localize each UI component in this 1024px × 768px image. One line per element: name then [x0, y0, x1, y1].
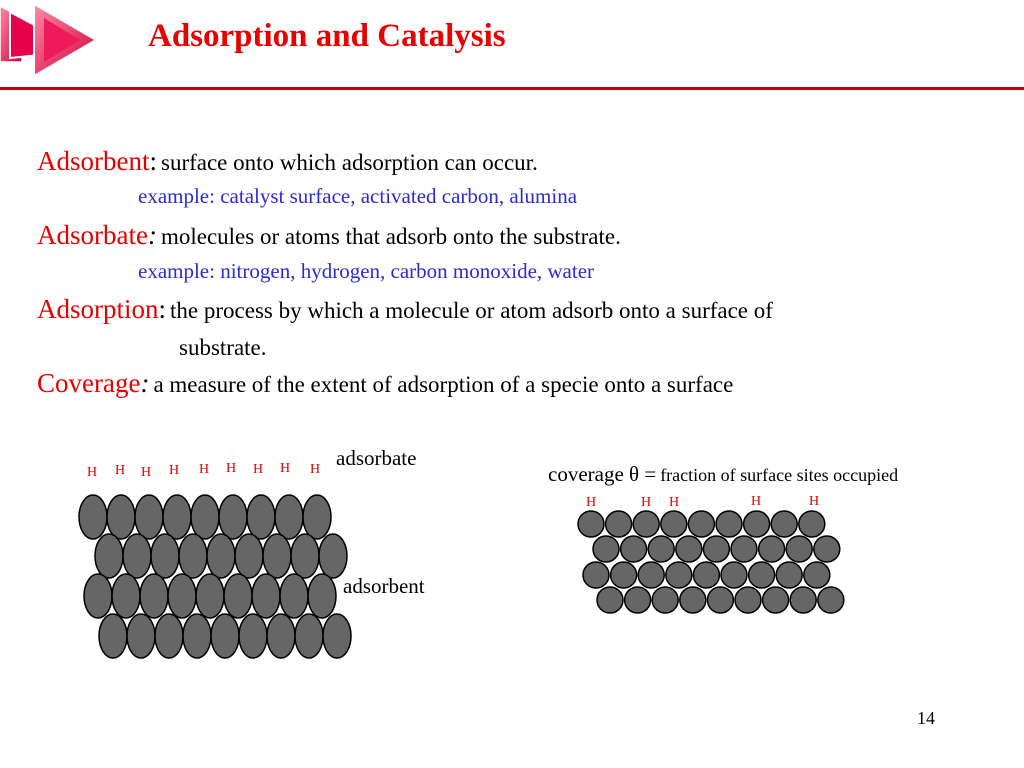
atom	[744, 511, 770, 537]
atom	[303, 495, 331, 539]
atom	[183, 614, 211, 658]
atom	[814, 536, 840, 562]
h-atom-label: H	[140, 465, 152, 480]
atom	[247, 495, 275, 539]
adsorbent-atoms-left	[79, 495, 351, 658]
h-atom-label: H	[640, 495, 652, 510]
h-atom-label: H	[225, 461, 237, 476]
atom	[84, 574, 112, 618]
term-adsorbent: Adsorbent	[37, 146, 150, 176]
atom	[666, 562, 692, 588]
atom	[597, 587, 623, 613]
h-atom-label: H	[279, 461, 291, 476]
atom	[196, 574, 224, 618]
atom	[319, 534, 347, 578]
h-atom-label: H	[750, 494, 762, 509]
atom	[625, 587, 651, 613]
atom	[127, 614, 155, 658]
atom	[95, 534, 123, 578]
atom	[606, 511, 632, 537]
atom	[123, 534, 151, 578]
atom	[252, 574, 280, 618]
coverage-text: fraction of surface sites occupied	[660, 465, 899, 485]
atom	[163, 495, 191, 539]
atom	[786, 536, 812, 562]
h-atom-label: H	[114, 463, 126, 478]
atom	[191, 495, 219, 539]
atom	[818, 587, 844, 613]
h-atom-label: H	[668, 495, 680, 510]
h-atom-label: H	[86, 465, 98, 480]
atom	[693, 562, 719, 588]
colon: :	[158, 294, 167, 324]
atom	[211, 614, 239, 658]
atom	[749, 562, 775, 588]
atom	[578, 511, 604, 537]
definition-text: a measure of the extent of adsorption of a specie onto a surface	[153, 372, 734, 397]
atom	[263, 534, 291, 578]
atom	[239, 614, 267, 658]
h-atom-label: H	[808, 494, 820, 509]
atom	[112, 574, 140, 618]
atom	[135, 495, 163, 539]
adsorbate-h-left	[87, 461, 320, 480]
atom	[759, 536, 785, 562]
atom	[155, 614, 183, 658]
atom	[638, 562, 664, 588]
atom	[771, 511, 797, 537]
atom	[707, 587, 733, 613]
definition-text: molecules or atoms that adsorb onto the substrate.	[160, 224, 621, 249]
atom	[735, 587, 761, 613]
definition-text: surface onto which adsorption can occur.	[161, 150, 538, 175]
atom	[688, 511, 714, 537]
atom	[179, 534, 207, 578]
atom	[611, 562, 637, 588]
atom	[168, 574, 196, 618]
h-atom-label: H	[585, 495, 597, 510]
h-atom-label: H	[252, 462, 264, 477]
definition-text: the process by which a molecule or atom adsorb onto a surface of	[170, 298, 773, 323]
atom	[721, 562, 747, 588]
atom	[703, 536, 729, 562]
atom	[267, 614, 295, 658]
atom	[140, 574, 168, 618]
atom	[280, 574, 308, 618]
adsorbate-h-right	[586, 494, 819, 510]
atom	[291, 534, 319, 578]
atom	[661, 511, 687, 537]
example-adsorbate: example: nitrogen, hydrogen, carbon monoxide, water	[138, 259, 595, 283]
atom	[676, 536, 702, 562]
atom	[207, 534, 235, 578]
adsorbent-label: adsorbent	[343, 574, 425, 598]
atom	[652, 587, 678, 613]
atom	[275, 495, 303, 539]
atom	[731, 536, 757, 562]
term-adsorbate: Adsorbate	[37, 220, 148, 250]
atom	[680, 587, 706, 613]
term-coverage: Coverage	[37, 368, 141, 398]
atom	[219, 495, 247, 539]
atom	[593, 536, 619, 562]
atom	[648, 536, 674, 562]
page-number: 14	[917, 708, 935, 728]
adsorbent-atoms-right	[578, 511, 844, 613]
slide-title: Adsorption and Catalysis	[148, 18, 506, 54]
atom	[151, 534, 179, 578]
atom	[79, 495, 107, 539]
atom	[621, 536, 647, 562]
atom	[776, 562, 802, 588]
atom	[235, 534, 263, 578]
atom	[107, 495, 135, 539]
colon: :	[149, 146, 157, 176]
atom	[99, 614, 127, 658]
atom	[790, 587, 816, 613]
colon: :	[140, 368, 150, 398]
atom	[716, 511, 742, 537]
atom	[308, 574, 336, 618]
atom	[323, 614, 351, 658]
h-atom-label: H	[309, 462, 321, 477]
definition-adsorption-continued: substrate.	[179, 335, 267, 360]
atom	[799, 511, 825, 537]
coverage-prefix: coverage θ =	[548, 462, 657, 486]
colon: :	[147, 220, 157, 250]
atom	[763, 587, 789, 613]
atom	[295, 614, 323, 658]
adsorbate-label: adsorbate	[336, 446, 417, 470]
term-adsorption: Adsorption	[37, 294, 159, 324]
atom	[804, 562, 830, 588]
example-adsorbent: example: catalyst surface, activated carbon, alumina	[138, 184, 578, 208]
atom	[224, 574, 252, 618]
atom	[583, 562, 609, 588]
h-atom-label: H	[198, 462, 210, 477]
atom	[633, 511, 659, 537]
h-atom-label: H	[168, 463, 180, 478]
coverage-caption	[548, 462, 898, 487]
